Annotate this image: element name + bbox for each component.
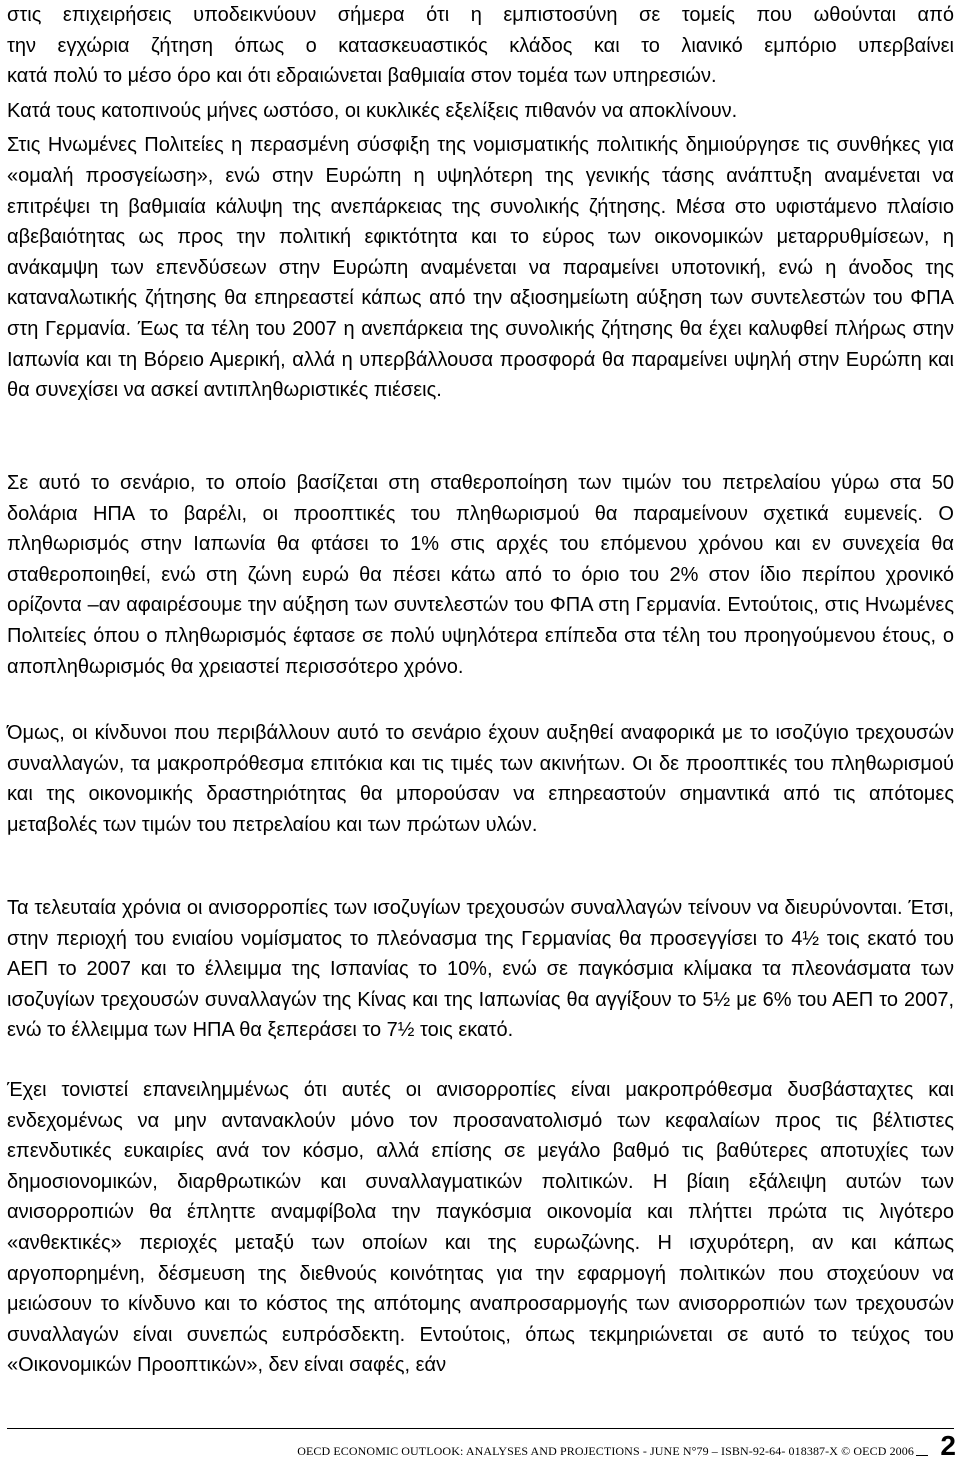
- footer-underline: [916, 1455, 928, 1456]
- page-footer: [0, 1428, 960, 1463]
- footer-divider: [7, 1428, 954, 1429]
- footer-citation: OECD ECONOMIC OUTLOOK: ANALYSES AND PROJECTIONS - JUNE N°79 – ISBN-92-64- 018387-X © OECD 2006: [297, 1444, 914, 1458]
- paragraph-1-line-1: στις επιχειρήσεις υποδεικνύουν σήμερα ότι η εμπιστοσύνη σε τομείς που ωθούνται από: [7, 4, 954, 26]
- paragraph-1-line-3: κατά πολύ το μέσο όρο και ότι εδραιώνεται βαθμιαία στον τομέα των υπηρεσιών.: [7, 65, 717, 88]
- paragraph-5: Έχει τονιστεί επανειλημμένως ότι αυτές οι ανισορροπίες είναι μακροπρόθεσμα δυσβάσταχτες και ενδεχομένως να μην αντανακλούν μόνο τον προσανατολισμό των κεφαλαίων προς τις βέλτιστες επενδυτικές ευκαιρίες ανά τον κόσμο, αλλά επίσης σε μεγάλο βαθμό τις βαθύτερες αποτυχίες των δημοσιονομικών, διαρθρωτικών και συναλλαγματικών πολιτικών. Η βίαιη εξάλειψη αυτών των ανισορροπιών θα έπληττε αναμφίβολα την παγκόσμια οικονομία και πλήττει πρώτα τις λιγότερο «ανθεκτικές» περιοχές μεταξύ των οποίων και της ευρωζώνης. Η ισχυρότερη, αν και κάπως αργοπορημένη, δέσμευση της διεθνούς κοινότητας για την εφαρμογή πολιτικών που στοχεύουν να μειώσουν το κίνδυνο και το κόστος της απότομης αναπροσαρμογής των ανισορροπιών των τρεχουσών συναλλαγών είναι συνεπώς ευπρόσδεκτη. Εντούτοις, όπως τεκμηριώνεται σε αυτό το τεύχος του «Οικονομικών Προοπτικών», δεν είναι σαφές, εάν: [7, 1079, 954, 1377]
- paragraph-1-line-4: Κατά τους κατοπινούς μήνες ωστόσο, οι κυκλικές εξελίξεις πιθανόν να αποκλίνουν.: [7, 99, 738, 122]
- page-number: 2: [940, 1430, 956, 1461]
- paragraph-2: Σε αυτό το σενάριο, το οποίο βασίζεται στη σταθεροποίηση των τιμών του πετρελαίου γύρω στα 50 δολάρια ΗΠΑ το βαρέλι, οι προοπτικές του πληθωρισμού θα παραμείνουν σχετικά ευμενείς. Ο πληθωρισμός στην Ιαπωνία θα φτάσει το 1% στις αρχές του επόμενου χρόνου και εν συνεχεία θα σταθεροποιηθεί, ενώ στη ζώνη ευρώ θα πέσει κάτω από το όριο του 2% στον ίδιο περίπου χρονικό ορίζοντα –αν αφαιρέσουμε την αύξηση των συντελεστών του ΦΠΑ στη Γερμανία. Εντούτοις, στις Ηνωμένες Πολιτείες όπου ο πληθωρισμός έφτασε σε πολύ υψηλότερα επίπεδα στα τέλη του προηγούμενου έτους, ο αποπληθωρισμός θα χρειαστεί περισσότερο χρόνο.: [7, 472, 954, 678]
- paragraph-4: Τα τελευταία χρόνια οι ανισορροπίες των ισοζυγίων τρεχουσών συναλλαγών τείνουν να διευρύνονται. Έτσι, στην περιοχή του ενιαίου νομίσματος το πλεόνασμα της Γερμανίας θα προσεγγίσει το 4½ τοις εκατό του ΑΕΠ το 2007 και το έλλειμμα της Ισπανίας το 10%, ενώ σε παγκόσμια κλίμακα τα πλεονάσματα των ισοζυγίων τρεχουσών συναλλαγών της Κίνας και της Ιαπωνίας θα αγγίξουν το 5½ με 6% του ΑΕΠ το 2007, ενώ το έλλειμμα των ΗΠΑ θα ξεπεράσει το 7½ τοις εκατό.: [7, 897, 954, 1042]
- paragraph-1-line-2: την εγχώρια ζήτηση όπως ο κατασκευαστικός κλάδος και το λιανικό εμπόριο υπερβαίνει: [7, 34, 954, 57]
- paragraph-1-body: Στις Ηνωμένες Πολιτείες η περασμένη σύσφιξη της νομισματικής πολιτικής δημιούργησε τις συνθήκες για «ομαλή προσγείωση», ενώ στην Ευρώπη η υψηλότερη της γενικής τάσης ανάπτυξη αναμένεται να επιτρέψει τη βαθμιαία κάλυψη της ανεπάρκειας της συνολικής ζήτησης. Μέσα στο υφιστάμενο πλαίσιο αβεβαιότητας ως προς την πολιτική εφικτότητα και το εύρος των οικονομικών μεταρρυθμίσεων, η ανάκαμψη των επενδύσεων στην Ευρώπη αναμένεται να παραμείνει υποτονική, ενώ η άνοδος της καταναλωτικής ζήτησης θα επηρεαστεί κάπως από την αξιοσημείωτη αύξηση των συντελεστών του ΦΠΑ στη Γερμανία. Έως τα τέλη του 2007 η ανεπάρκεια της συνολικής ζήτησης θα έχει καλυφθεί πλήρως στην Ιαπωνία και τη Βόρειο Αμερική, αλλά η υπερβάλλουσα προσφορά θα παραμείνει υψηλή στην Ευρώπη και θα συνεχίσει να ασκεί αντιπληθωριστικές πιέσεις.: [7, 134, 954, 402]
- paragraph-1: [7, 0, 954, 406]
- paragraph-3: Όμως, οι κίνδυνοι που περιβάλλουν αυτό το σενάριο έχουν αυξηθεί αναφορικά με το ισοζύγιο τρεχουσών συναλλαγών, τα μακροπρόθεσμα επιτόκια και τις τιμές των ακινήτων. Οι δε προοπτικές του πληθωρισμού και της οικονομικής δραστηριότητας θα μπορούσαν να επηρεαστούν σημαντικά από τις απότομες μεταβολές των τιμών του πετρελαίου και των πρώτων υλών.: [7, 722, 954, 836]
